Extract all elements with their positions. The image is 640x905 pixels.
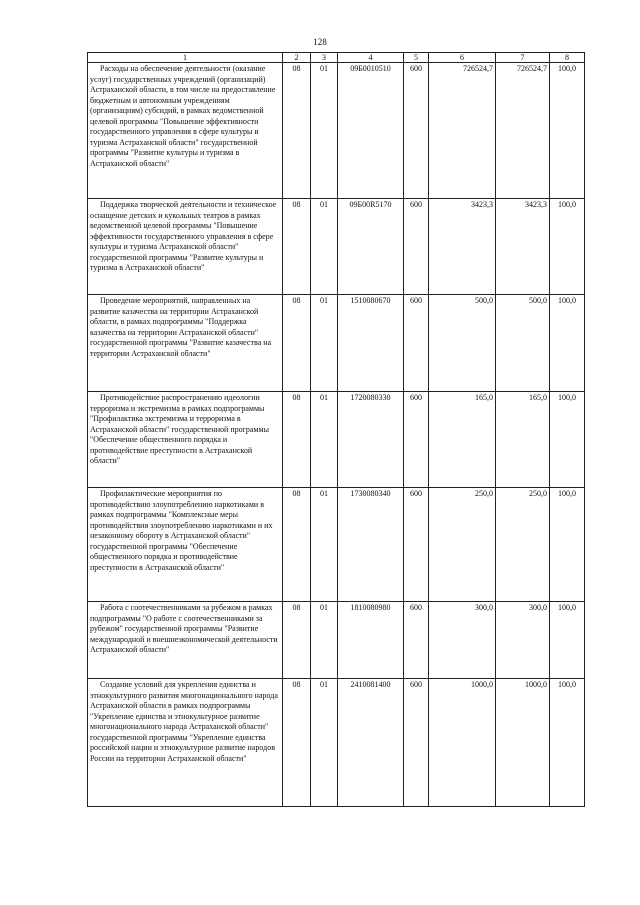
row-description: Создание условий для укрепления единства и этнокультурного развития многонационального народа Астраханской области в рамках подпрограммы "Укрепление единства и этнокультурное развитие многонационального народа Астраханской области" государственной программы "Укрепление единства российской нации и этнокультурное развитие народов России на территории Астраханской области": [88, 679, 283, 807]
row-subsection: 01: [311, 199, 338, 295]
row-target-article: 09Б00R5170: [338, 199, 404, 295]
row-section: 08: [283, 488, 311, 602]
row-expense-type: 600: [404, 199, 429, 295]
row-section: 08: [283, 199, 311, 295]
page-number: 128: [313, 37, 327, 47]
row-actual-amount: 300,0: [496, 602, 550, 679]
table-row: [88, 679, 585, 807]
row-actual-amount: 1000,0: [496, 679, 550, 807]
row-section: 08: [283, 602, 311, 679]
row-description: Поддержка творческой деятельности и техническое оснащение детских и кукольных театров в рамках ведомственной целевой программы "Повышение эффективности государственного управления в сфере культуры и туризма Астраханской области" государственной программы "Развитие культуры и туризма в Астраханской области": [88, 199, 283, 295]
row-description: Профилактические мероприятия по противодействию злоупотреблению наркотиками в рамках подпрограммы "Комплексные меры противодействия злоупотреблению наркотиками и их незаконному обороту в Астраханской области" государственной программы "Обеспечение общественного порядка и противодействие преступности в Астраханской области": [88, 488, 283, 602]
row-expense-type: 600: [404, 488, 429, 602]
row-plan-amount: 726524,7: [429, 63, 496, 199]
row-percent: 100,0: [550, 679, 585, 807]
column-header-3: 3: [311, 53, 338, 63]
row-percent: 100,0: [550, 199, 585, 295]
row-subsection: 01: [311, 488, 338, 602]
row-section: 08: [283, 679, 311, 807]
row-actual-amount: 165,0: [496, 392, 550, 488]
row-plan-amount: 250,0: [429, 488, 496, 602]
table-row: [88, 392, 585, 488]
column-header-7: 7: [496, 53, 550, 63]
row-description: Расходы на обеспечение деятельности (оказание услуг) государственных учреждений (организаций) Астраханской области, в том числе на предоставление бюджетным и автономным учреждениям (организациям) субсидий, в рамках ведомственной целевой программы "Повышение эффективности государственного управления в сфере культуры и туризма Астраханской области" государственной программы "Развитие культуры и туризма в Астраханской области": [88, 63, 283, 199]
row-plan-amount: 500,0: [429, 295, 496, 392]
row-actual-amount: 250,0: [496, 488, 550, 602]
row-description: Проведение мероприятий, направленных на развитие казачества на территории Астраханской области, в рамках подпрограммы "Поддержка казачества на территории Астраханской области" государственной программы "Развитие казачества на территории Астраханской области": [88, 295, 283, 392]
row-plan-amount: 165,0: [429, 392, 496, 488]
row-expense-type: 600: [404, 602, 429, 679]
column-header-5: 5: [404, 53, 429, 63]
row-plan-amount: 3423,3: [429, 199, 496, 295]
row-percent: 100,0: [550, 63, 585, 199]
table-row: [88, 295, 585, 392]
table-header-row: [88, 53, 585, 63]
row-target-article: 09Б0010510: [338, 63, 404, 199]
row-description: Работа с соотечественниками за рубежом в рамках подпрограммы "О работе с соотечественниками за рубежом" государственной программы "Развитие международной и внешнеэкономической деятельности Астраханской области": [88, 602, 283, 679]
row-expense-type: 600: [404, 679, 429, 807]
row-target-article: 1810080980: [338, 602, 404, 679]
row-subsection: 01: [311, 679, 338, 807]
row-subsection: 01: [311, 295, 338, 392]
column-header-2: 2: [283, 53, 311, 63]
row-expense-type: 600: [404, 63, 429, 199]
table-row: [88, 199, 585, 295]
row-plan-amount: 300,0: [429, 602, 496, 679]
budget-table: [87, 52, 585, 807]
row-target-article: 1730080340: [338, 488, 404, 602]
row-target-article: 1510080670: [338, 295, 404, 392]
row-section: 08: [283, 63, 311, 199]
column-header-6: 6: [429, 53, 496, 63]
row-percent: 100,0: [550, 602, 585, 679]
row-description: Противодействие распространению идеологии терроризма и экстремизма в рамках подпрограммы "Профилактика экстремизма и терроризма в Астраханской области" государственной программы "Обеспечение общественного порядка и противодействие преступности в Астраханской области": [88, 392, 283, 488]
table-row: [88, 488, 585, 602]
table-row: [88, 602, 585, 679]
column-header-1: 1: [88, 53, 283, 63]
column-header-4: 4: [338, 53, 404, 63]
row-section: 08: [283, 295, 311, 392]
row-actual-amount: 3423,3: [496, 199, 550, 295]
column-header-8: 8: [550, 53, 585, 63]
row-expense-type: 600: [404, 295, 429, 392]
row-subsection: 01: [311, 602, 338, 679]
row-actual-amount: 500,0: [496, 295, 550, 392]
row-percent: 100,0: [550, 295, 585, 392]
row-actual-amount: 726524,7: [496, 63, 550, 199]
row-percent: 100,0: [550, 488, 585, 602]
row-percent: 100,0: [550, 392, 585, 488]
table-row: [88, 63, 585, 199]
row-expense-type: 600: [404, 392, 429, 488]
row-plan-amount: 1000,0: [429, 679, 496, 807]
row-target-article: 2410081400: [338, 679, 404, 807]
row-section: 08: [283, 392, 311, 488]
row-target-article: 1720080330: [338, 392, 404, 488]
row-subsection: 01: [311, 63, 338, 199]
row-subsection: 01: [311, 392, 338, 488]
